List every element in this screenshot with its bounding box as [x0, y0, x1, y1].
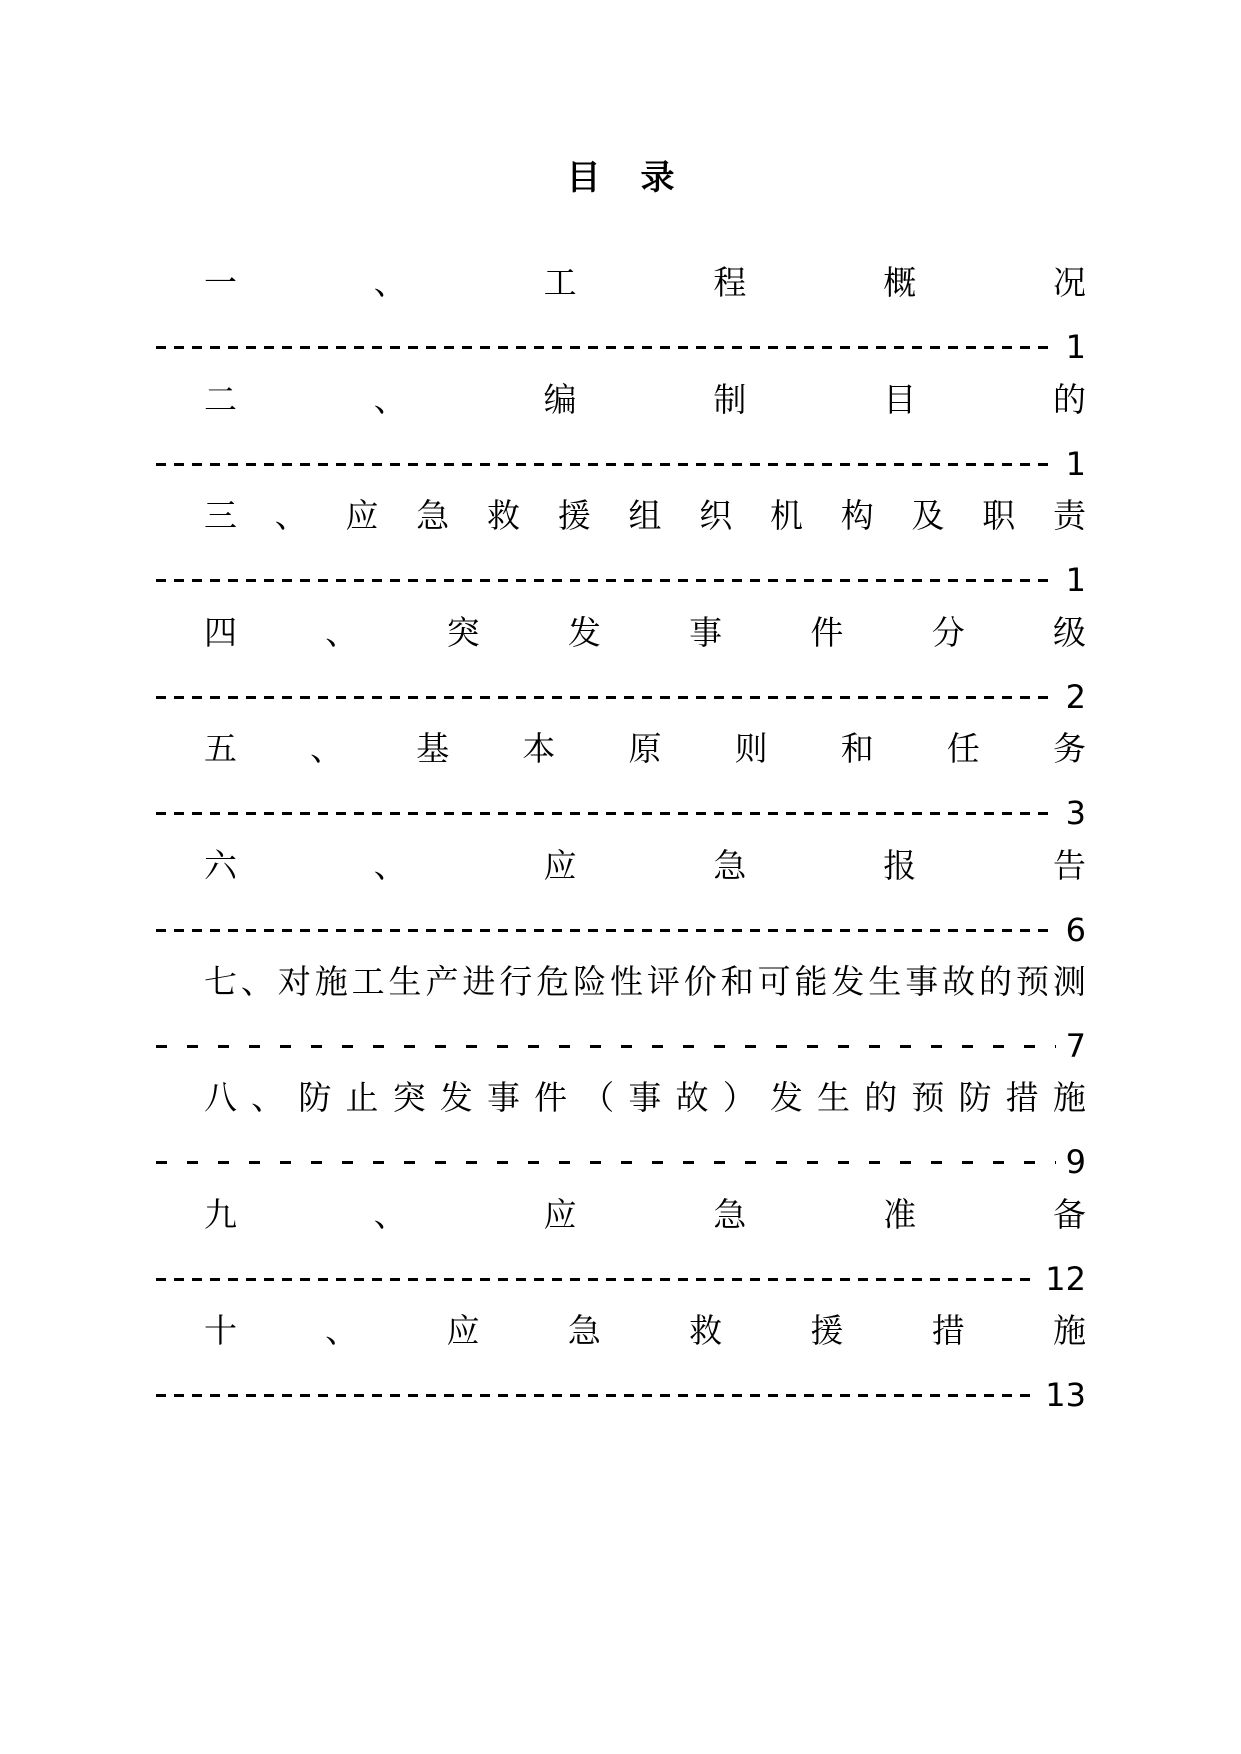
toc-title-char-1: 目: [566, 158, 601, 198]
toc-page-number: 1: [1065, 328, 1086, 366]
toc-heading-char: 及: [911, 496, 945, 535]
toc-heading-char: 进: [462, 962, 496, 1001]
toc-heading-char: 制: [713, 380, 747, 419]
toc-heading-char: 行: [499, 962, 533, 1001]
toc-heading-char: 急: [416, 496, 450, 535]
toc-heading-char: 工: [543, 263, 577, 302]
toc-heading-char: 的: [979, 962, 1013, 1001]
toc-heading-char: 急: [713, 1195, 747, 1234]
toc-leader-line: [156, 1026, 1086, 1066]
toc-heading-char: 措: [931, 1311, 965, 1350]
toc-heading-char: 原: [628, 729, 662, 768]
toc-heading-char: 任: [946, 729, 980, 768]
toc-heading-char: 程: [713, 263, 747, 302]
toc-heading-char: 防: [958, 1078, 992, 1117]
toc-heading-char: 备: [1052, 1195, 1086, 1234]
toc-heading-char: 措: [1005, 1078, 1039, 1117]
toc-leader-line: [156, 677, 1086, 717]
toc-heading-char: 预: [911, 1078, 945, 1117]
dot-leader: [156, 463, 1056, 466]
dot-leader: [156, 696, 1056, 699]
toc-heading-char: 编: [543, 380, 577, 419]
toc-heading-char: 机: [770, 496, 803, 535]
toc-heading-char: 级: [1052, 613, 1086, 652]
dot-leader: [156, 1045, 1056, 1048]
toc-heading-char: 防: [298, 1078, 332, 1117]
toc-heading-char: 况: [1052, 263, 1086, 302]
toc-heading-char: 、: [373, 380, 407, 419]
toc-heading-char: 告: [1052, 846, 1086, 885]
toc-page-number: 1: [1065, 561, 1086, 599]
toc-heading-char: 和: [840, 729, 874, 768]
toc-heading-char: 事: [689, 613, 723, 652]
toc-heading-char: 五: [204, 729, 237, 768]
toc-heading-char: 施: [1052, 1078, 1086, 1117]
toc-heading-char: 、: [251, 1078, 285, 1117]
toc-heading-char: 产: [425, 962, 459, 1001]
toc-heading-char: 组: [628, 496, 662, 535]
toc-entry[interactable]: [156, 1311, 1086, 1441]
toc-heading-char: 急: [567, 1311, 601, 1350]
toc-heading-char: 性: [609, 962, 643, 1001]
toc-heading-char: 的: [1052, 380, 1086, 419]
toc-heading-char: 八: [204, 1078, 237, 1117]
toc-entry[interactable]: [156, 380, 1086, 510]
toc-heading-char: 构: [840, 496, 874, 535]
toc-leader-line: [156, 1259, 1086, 1299]
toc-entry[interactable]: [156, 962, 1086, 1092]
toc-heading-char: 发: [831, 962, 865, 1001]
toc-leader-line: [156, 444, 1086, 484]
toc-heading-char: 生: [817, 1078, 851, 1117]
toc-entry[interactable]: [156, 1195, 1086, 1325]
toc-entry[interactable]: [156, 1078, 1086, 1208]
toc-heading-char: 三: [204, 496, 237, 535]
toc-heading-char: 概: [883, 263, 917, 302]
toc-heading-char: 、: [373, 263, 407, 302]
toc-heading-char: 救: [689, 1311, 723, 1350]
toc-heading-char: 目: [883, 380, 917, 419]
toc-entry-heading: [204, 729, 1086, 769]
toc-heading-char: 务: [1053, 729, 1086, 768]
toc-heading-char: 责: [1053, 496, 1086, 535]
toc-heading-char: 发: [439, 1078, 473, 1117]
toc-page-number: 9: [1065, 1143, 1086, 1181]
toc-leader-line: [156, 793, 1086, 833]
toc-heading-char: 二: [204, 380, 237, 419]
toc-heading-char: 止: [345, 1078, 379, 1117]
dot-leader: [156, 346, 1056, 349]
toc-heading-char: 报: [883, 846, 917, 885]
toc-heading-char: 六: [204, 846, 237, 885]
toc-entry-heading: [204, 1195, 1086, 1235]
toc-entry-heading: [204, 846, 1086, 886]
toc-heading-char: 生: [388, 962, 422, 1001]
toc-heading-char: 、: [373, 1195, 407, 1234]
toc-heading-char: 分: [931, 613, 965, 652]
toc-heading-char: 救: [487, 496, 520, 535]
toc-page-number: 3: [1065, 794, 1086, 832]
toc-entry-heading: [204, 1078, 1086, 1118]
toc-leader-line: [156, 910, 1086, 950]
toc-entry[interactable]: [156, 729, 1086, 859]
toc-heading-char: 价: [683, 962, 717, 1001]
toc-heading-char: 发: [769, 1078, 803, 1117]
toc-heading-char: 突: [392, 1078, 426, 1117]
toc-page-number: 6: [1065, 911, 1086, 949]
toc-heading-char: 故: [942, 962, 976, 1001]
toc-heading-char: 四: [204, 613, 237, 652]
toc-heading-char: 应: [543, 846, 577, 885]
toc-heading-char: 可: [757, 962, 791, 1001]
toc-heading-char: 九: [204, 1195, 237, 1234]
toc-heading-char: 职: [982, 496, 1016, 535]
toc-page-number: 12: [1045, 1260, 1086, 1298]
toc-heading-char: 险: [573, 962, 607, 1001]
toc-heading-char: 突: [446, 613, 480, 652]
toc-entry[interactable]: [156, 496, 1086, 626]
dot-leader: [156, 929, 1056, 932]
toc-entry-heading: [204, 496, 1086, 536]
toc-heading-char: 故: [675, 1078, 709, 1117]
toc-leader-line: [156, 1375, 1086, 1415]
dot-leader: [156, 1278, 1035, 1281]
toc-heading-char: 预: [1015, 962, 1049, 1001]
toc-heading-char: 施: [1052, 1311, 1086, 1350]
toc-heading-char: 对: [277, 962, 311, 1001]
toc-heading-char: 件: [810, 613, 844, 652]
toc-heading-char: 七: [204, 962, 237, 1001]
toc-entry[interactable]: [156, 846, 1086, 976]
toc-leader-line: [156, 327, 1086, 367]
toc-heading-char: 和: [720, 962, 754, 1001]
toc-entry-heading: [204, 613, 1086, 653]
dot-leader: [156, 1161, 1056, 1164]
toc-leader-line: [156, 1142, 1086, 1182]
toc-heading-char: 危: [536, 962, 570, 1001]
toc-heading-char: 基: [416, 729, 450, 768]
toc-heading-char: 工: [351, 962, 385, 1001]
toc-entry[interactable]: [156, 263, 1086, 393]
toc-heading-char: 评: [646, 962, 680, 1001]
toc-page-number: 1: [1065, 445, 1086, 483]
toc-heading-char: （: [581, 1078, 615, 1117]
toc-heading-char: 件: [534, 1078, 568, 1117]
toc-heading-char: 本: [522, 729, 556, 768]
toc-heading-char: 应: [345, 496, 379, 535]
dot-leader: [156, 1394, 1035, 1397]
toc-heading-char: 十: [204, 1311, 237, 1350]
toc-heading-char: 则: [734, 729, 768, 768]
toc-heading-char: 事: [905, 962, 939, 1001]
toc-heading-char: 、: [310, 729, 344, 768]
toc-heading-char: 的: [864, 1078, 898, 1117]
toc-heading-char: 援: [810, 1311, 844, 1350]
toc-heading-char: 发: [567, 613, 601, 652]
toc-entry-heading: [204, 263, 1086, 303]
toc-heading-char: 施: [314, 962, 348, 1001]
toc-heading-char: 生: [868, 962, 902, 1001]
toc-heading-char: 测: [1052, 962, 1086, 1001]
toc-heading-char: 事: [486, 1078, 520, 1117]
toc-title-char-2: 录: [640, 158, 675, 198]
toc-page-number: 13: [1045, 1376, 1086, 1414]
toc-leader-line: [156, 560, 1086, 600]
toc-entry-heading: [204, 1311, 1086, 1351]
toc-heading-char: 、: [325, 1311, 359, 1350]
toc-heading-char: 一: [204, 263, 237, 302]
toc-heading-char: 能: [794, 962, 828, 1001]
toc-heading-char: 准: [883, 1195, 917, 1234]
toc-heading-char: 事: [628, 1078, 662, 1117]
dot-leader: [156, 812, 1056, 815]
toc-entry-heading: [204, 380, 1086, 420]
toc-page-number: 2: [1065, 678, 1086, 716]
toc-heading-char: 急: [713, 846, 747, 885]
toc-heading-char: 援: [557, 496, 591, 535]
toc-heading-char: 、: [325, 613, 359, 652]
toc-heading-char: 、: [373, 846, 407, 885]
toc-heading-char: 应: [446, 1311, 480, 1350]
toc-heading-char: 应: [543, 1195, 577, 1234]
toc-heading-char: 、: [240, 962, 274, 1001]
toc-heading-char: 、: [274, 496, 308, 535]
toc-entry[interactable]: [156, 613, 1086, 743]
dot-leader: [156, 579, 1056, 582]
toc-title: [0, 158, 1241, 198]
toc-page-number: 7: [1065, 1027, 1086, 1065]
toc-heading-char: ）: [722, 1078, 756, 1117]
toc-heading-char: 织: [699, 496, 733, 535]
toc-entry-heading: [204, 962, 1086, 1002]
